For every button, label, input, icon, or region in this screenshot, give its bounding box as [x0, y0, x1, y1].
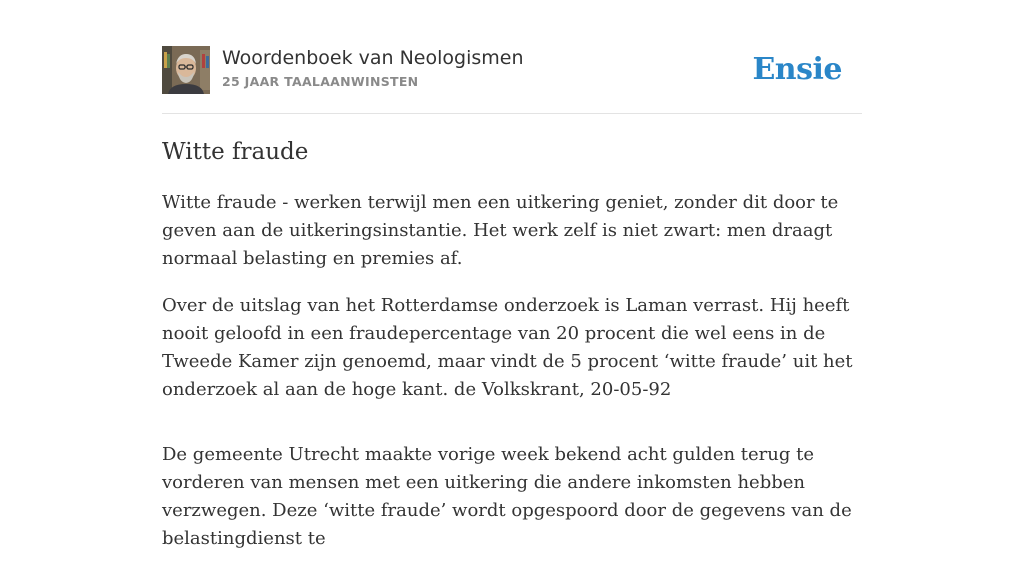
- site-title[interactable]: Woordenboek van Neologismen: [222, 47, 524, 69]
- header-divider: [162, 113, 862, 114]
- entry-quote: De gemeente Utrecht maakte vorige week bekend acht gulden terug te vorderen van mensen met een uitkering die andere inkomsten hebben verzwegen. Deze ‘witte fraude’ wordt opgespoord door de gegevens van de belastingdienst te: [162, 444, 852, 549]
- site-subtitle: 25 JAAR TAALAANWINSTEN: [222, 74, 419, 89]
- ensie-logo[interactable]: Ensie: [752, 52, 842, 87]
- entry-quote: Over de uitslag van het Rotterdamse onderzoek is Laman verrast. Hij heeft nooit geloofd in een fraudepercentage van 20 procent die wel eens in de Tweede Kamer zijn genoemd, maar vindt de 5 procent ‘witte fraude’ uit het onderzoek al aan de hoge kant. de Volkskrant, 20-05-92: [162, 295, 853, 400]
- author-portrait-icon: [162, 46, 210, 94]
- site-header: [162, 46, 862, 96]
- entry-definition: Witte fraude - werken terwijl men een uitkering geniet, zonder dit door te geven aan de uitkeringsinstantie. Het werk zelf is niet zwart: men draagt normaal belasting en premies af.: [162, 192, 839, 269]
- author-avatar[interactable]: [162, 46, 210, 94]
- entry-title: Witte fraude: [162, 139, 309, 165]
- entry-content: [162, 134, 862, 572]
